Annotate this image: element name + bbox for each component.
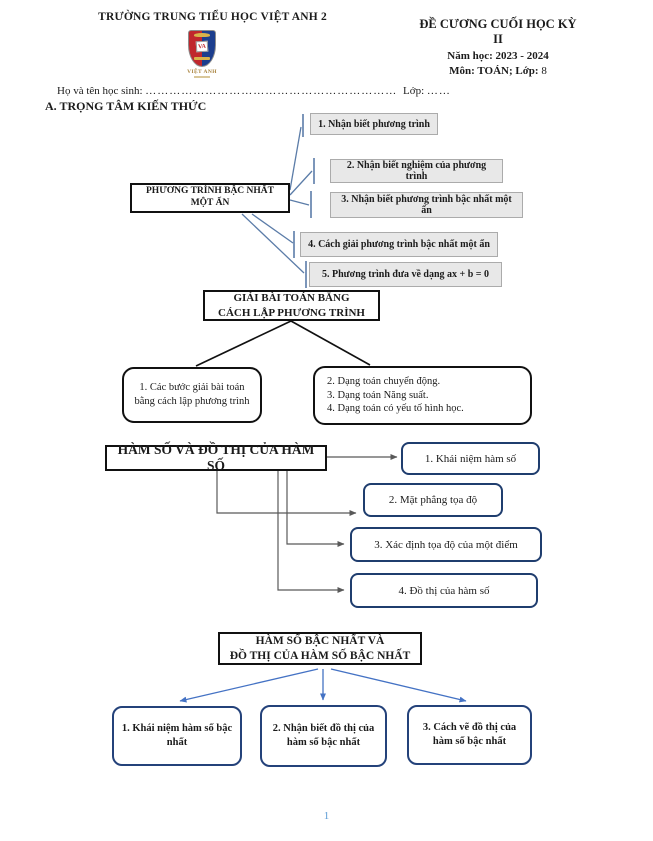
function-topic-3: 3. Xác định tọa độ của một điểm bbox=[350, 527, 542, 562]
word-problem-root-box bbox=[203, 290, 380, 321]
linear-function-topic-1: 1. Khái niệm hàm số bậc nhất bbox=[112, 706, 242, 766]
class-blank: …… bbox=[426, 85, 451, 97]
word-problem-type-motion: 2. Dạng toán chuyển động. bbox=[327, 376, 441, 388]
logo-monogram: VA bbox=[196, 41, 209, 53]
equation-root-box: PHƯƠNG TRÌNH BẬC NHẤT MỘT ẨN bbox=[130, 183, 290, 213]
word-problem-types-box bbox=[313, 366, 532, 425]
logo-subline bbox=[194, 76, 210, 78]
function-topic-2: 2. Mặt phẳng tọa độ bbox=[363, 483, 503, 517]
linear-function-root-box bbox=[218, 632, 422, 665]
function-topic-1: 1. Khái niệm hàm số bbox=[401, 442, 540, 475]
page-number: 1 bbox=[323, 810, 330, 822]
equation-topic-4: 4. Cách giải phương trình bậc nhất một ẩn bbox=[300, 232, 498, 257]
linear-function-root-line2: ĐỒ THỊ CỦA HÀM SỐ BẬC NHẤT bbox=[229, 649, 411, 662]
equation-topic-5: 5. Phương trình đưa về dạng ax + b = 0 bbox=[309, 262, 502, 287]
linear-function-topic-2: 2. Nhận biết đồ thị của hàm số bậc nhất bbox=[260, 705, 387, 767]
linear-function-root-line1: HÀM SỐ BẬC NHẤT VÀ bbox=[255, 634, 385, 647]
subject-grade bbox=[417, 65, 579, 77]
student-name-blank: ……………………………………………………… bbox=[145, 85, 398, 97]
equation-topic-2: 2. Nhận biết nghiệm của phương trình bbox=[330, 159, 503, 183]
grade-value: 8 bbox=[541, 65, 547, 77]
subject-label: Môn: TOÁN; Lớp: bbox=[449, 65, 539, 77]
school-logo bbox=[183, 30, 221, 78]
function-topic-4: 4. Đồ thị của hàm số bbox=[350, 573, 538, 608]
shield-icon bbox=[188, 30, 216, 67]
exam-header bbox=[417, 17, 579, 77]
word-problem-type-geometry: 4. Dạng toán có yếu tố hình học. bbox=[327, 403, 464, 415]
function-root-box: HÀM SỐ VÀ ĐỒ THỊ CỦA HÀM SỐ bbox=[105, 445, 327, 471]
linear-function-diagram-connectors bbox=[180, 669, 466, 701]
eagle-icon bbox=[194, 33, 210, 37]
word-problem-steps-box: 1. Các bước giải bài toán bằng cách lập phương trình bbox=[122, 367, 262, 423]
banner-icon bbox=[194, 57, 210, 60]
school-name: TRƯỜNG TRUNG TIỂU HỌC VIỆT ANH 2 bbox=[98, 11, 327, 23]
word-problem-root-line1: GIẢI BÀI TOÁN BẰNG bbox=[233, 292, 350, 305]
school-year: Năm học: 2023 - 2024 bbox=[447, 50, 549, 62]
linear-function-topic-3: 3. Cách vẽ đồ thị của hàm số bậc nhất bbox=[407, 705, 532, 765]
word-problem-root-line2: CÁCH LẬP PHƯƠNG TRÌNH bbox=[218, 306, 365, 319]
equation-topic-3: 3. Nhận biết phương trình bậc nhất một ẩn bbox=[330, 192, 523, 218]
function-diagram-connectors bbox=[217, 457, 397, 590]
class-label: Lớp: bbox=[403, 85, 425, 97]
student-name-label: Họ và tên học sinh: bbox=[57, 85, 143, 97]
equation-topic-1: 1. Nhận biết phương trình bbox=[310, 113, 438, 135]
exam-title: ĐỀ CƯƠNG CUỐI HỌC KỲ II bbox=[419, 17, 577, 46]
word-problem-type-productivity: 3. Dạng toán Năng suất. bbox=[327, 389, 429, 401]
section-a-title: A. TRỌNG TÂM KIẾN THỨC bbox=[45, 99, 207, 113]
logo-name: VIỆT ANH bbox=[187, 69, 217, 75]
word-problem-diagram-connectors bbox=[196, 321, 370, 366]
student-info-line bbox=[57, 85, 451, 97]
